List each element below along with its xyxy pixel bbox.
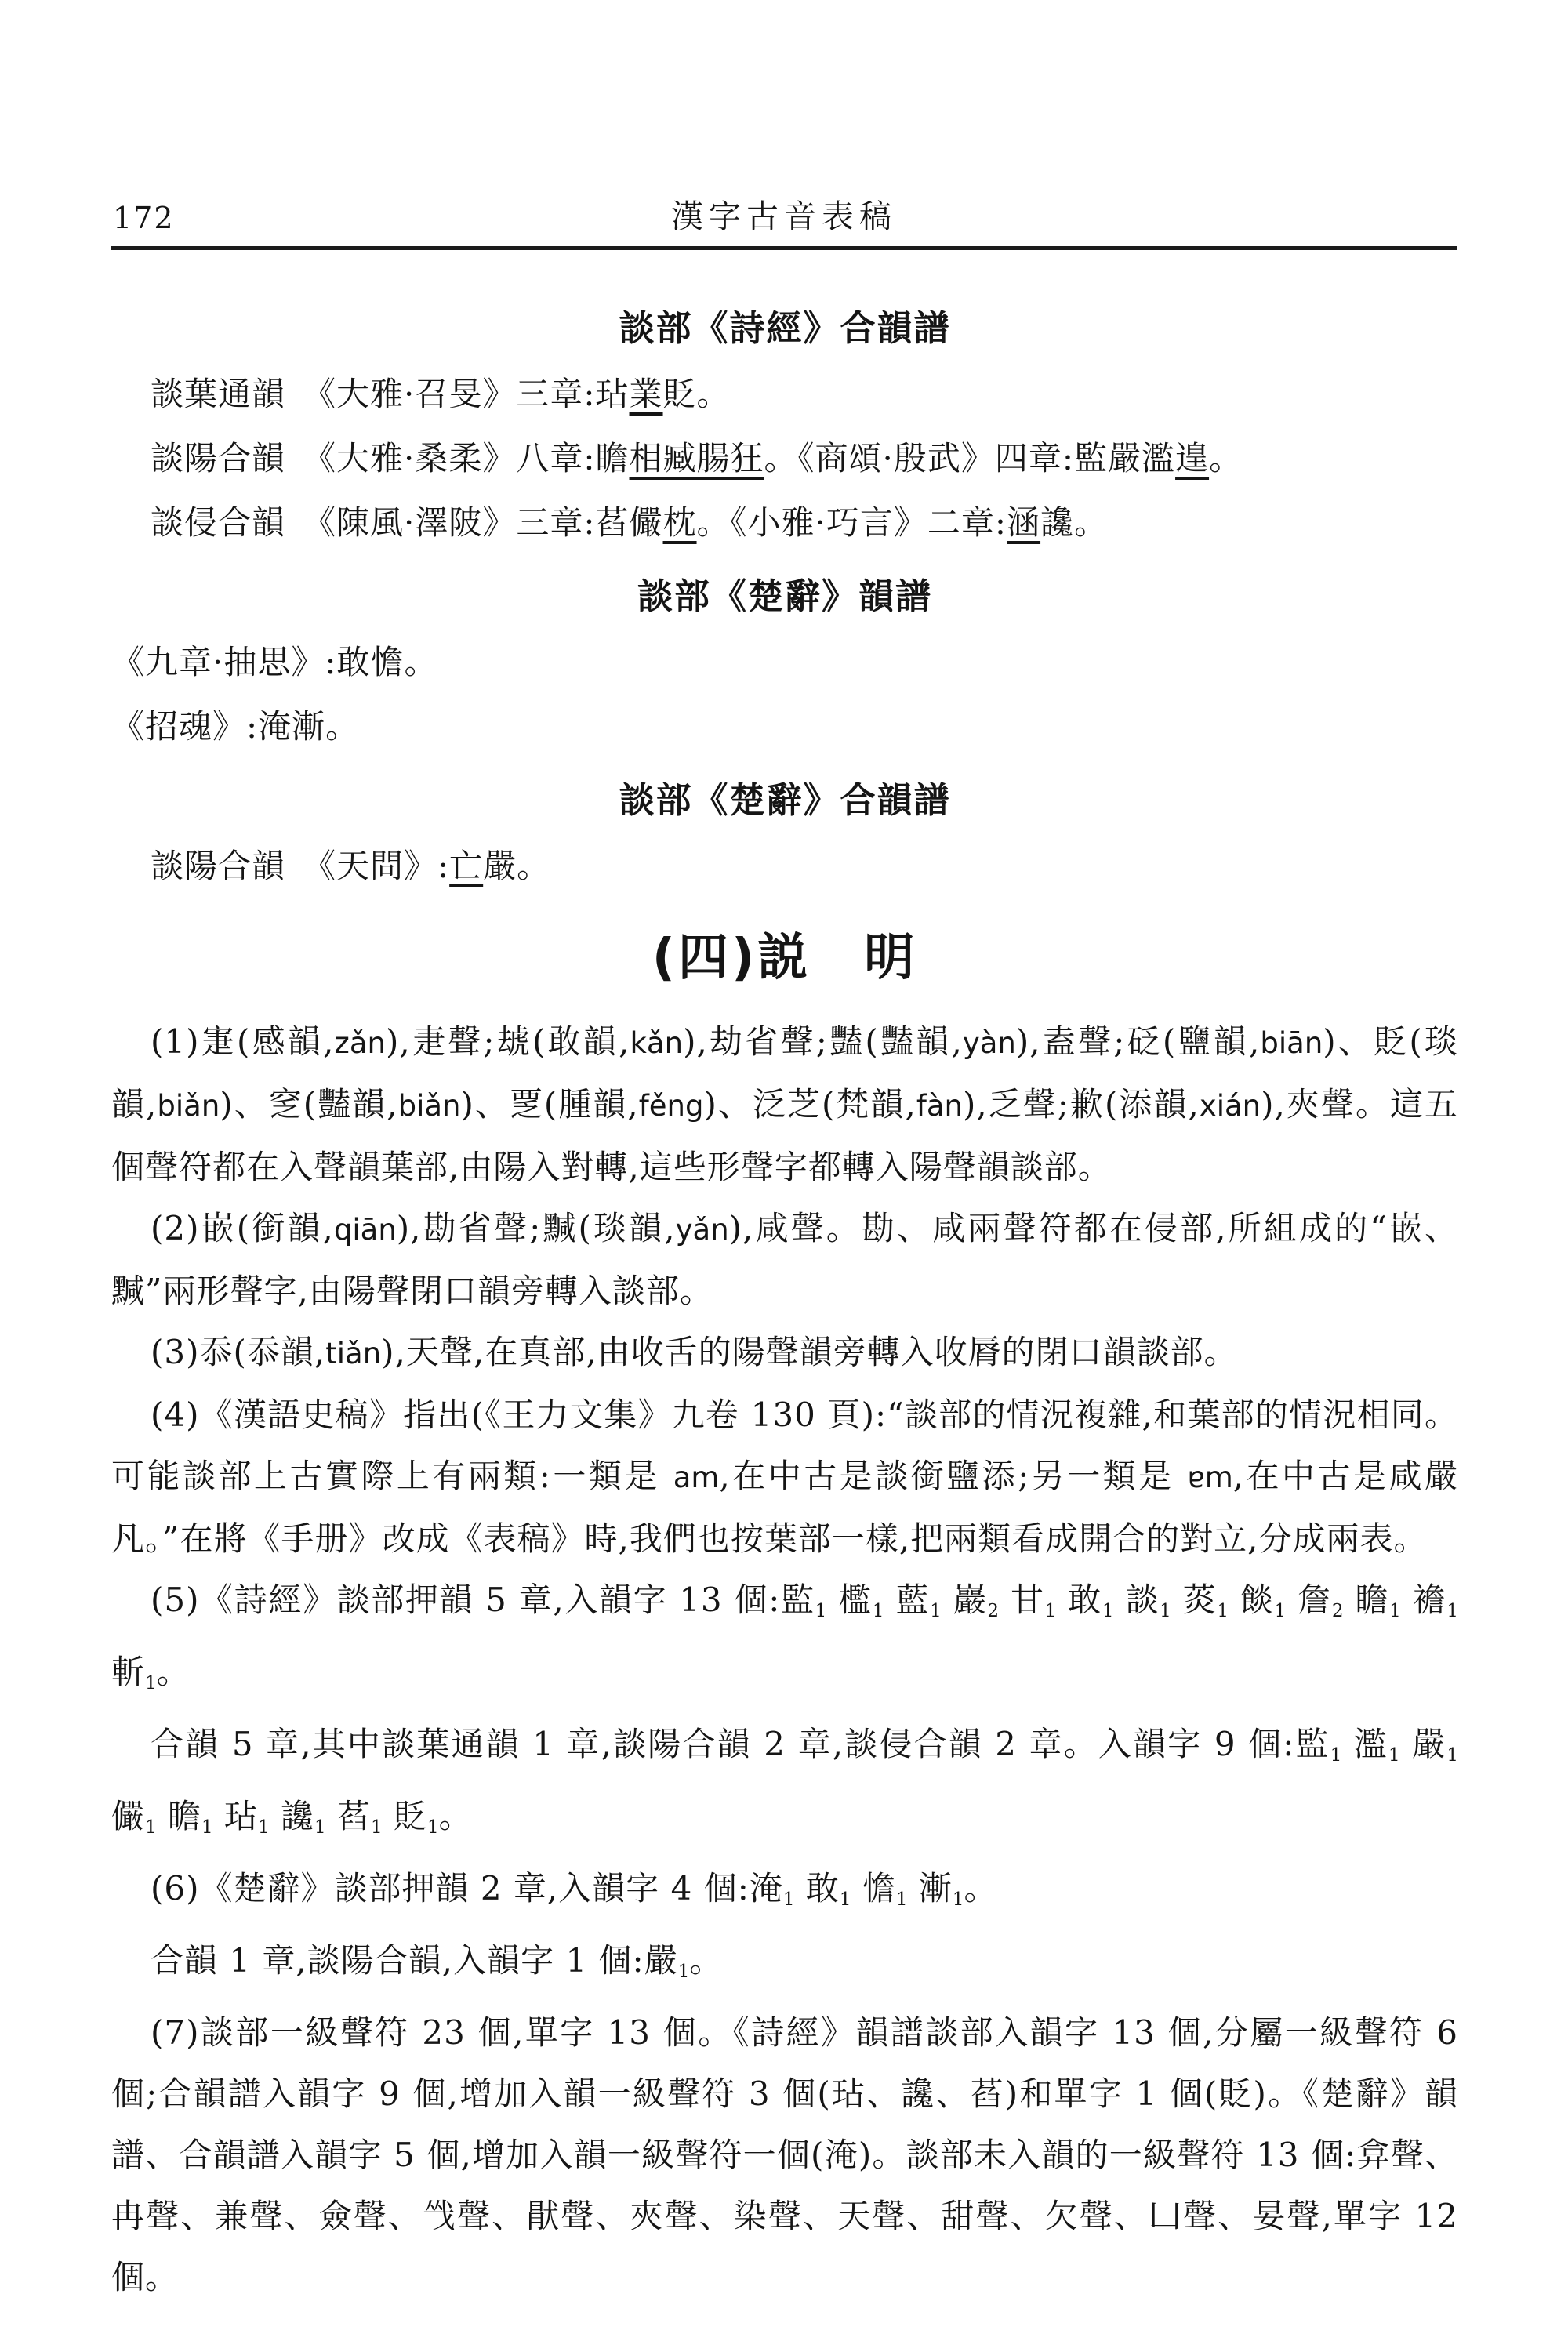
text-run: (7)談部一級聲符 23 個,單字 13 個。《詩經》韻譜談部入韻字 13 個,分屬一級聲符 6 個;合韻譜入韻字 9 個,增加入韻一級聲符 3 個(玷、讒、萏)和單字 1 個(貶)。《楚辭》韻譜、合韻譜入韻字 5 個,增加入韻一級聲符一個(淹)。談部未入韻的一級聲符 13 個:弇聲、冉聲、兼聲、僉聲、㦰聲、猒聲、夾聲、染聲、天聲、甜聲、欠聲、凵聲、妟聲,單字 12 個。 (111, 2013, 1458, 2296)
occurrence-subscript: 1 (815, 1601, 827, 1621)
text-run: (2)嵌(銜韻, (151, 1209, 334, 1247)
pinyin-text: biǎn (397, 1089, 461, 1123)
occurrence-subscript: 1 (1330, 1745, 1342, 1766)
text-run: 藍 (884, 1581, 931, 1619)
explanation-heading (111, 924, 1458, 993)
text-run: 。《商頌·殷武》四章:監嚴濫 (764, 439, 1176, 477)
text-run: ),夾聲。這五個聲符都在入聲韻葉部,由陽入對轉,這些形聲字都轉入陽聲韻談部。 (111, 1085, 1459, 1186)
text-run: 貶 (382, 1797, 428, 1835)
occurrence-subscript: 1 (371, 1817, 383, 1838)
rhyme-entry (111, 426, 1458, 491)
text-run: 儼 (111, 1797, 146, 1835)
text-run: 貶。 (662, 375, 731, 413)
text-run: (4)《漢語史稿》指出(《王力文集》九卷 130 頁):“談部的情況複雜,和葉部的情況相同。可能談部上古實際上有兩類:一類是 (111, 1396, 1458, 1495)
text-run: ),疌聲;䖔(敢韻, (385, 1022, 630, 1061)
occurrence-subscript: 1 (1389, 1601, 1401, 1621)
text-run: 。《小雅·巧言》二章: (696, 503, 1007, 542)
text-run: 談葉通韻 《大雅·召旻》三章:玷 (151, 375, 630, 413)
text-run: 讒。 (1040, 503, 1109, 542)
pinyin-text: am (673, 1461, 720, 1494)
pinyin-text: ɐm (1187, 1461, 1233, 1494)
occurrence-subscript: 1 (782, 1889, 795, 1910)
text-run: 《招魂》:淹漸。 (111, 707, 360, 746)
occurrence-subscript: 1 (930, 1601, 942, 1621)
text-run: 。 (689, 1941, 724, 1980)
text-run: ),勘省聲;黬(琰韻, (396, 1209, 676, 1247)
section-heading (111, 776, 1458, 825)
rhyme-line (111, 695, 1458, 759)
text-run: 檻 (826, 1581, 873, 1619)
text-run: 嚴。 (483, 847, 551, 885)
paragraph (111, 1930, 1458, 2002)
text-run: ),盍聲;砭(鹽韻, (1015, 1022, 1261, 1061)
text-run: 談陽合韻 《大雅·桑柔》八章:瞻 (151, 439, 630, 477)
text-run: 萏 (325, 1797, 372, 1835)
paragraph (111, 1570, 1458, 1714)
pinyin-text: biǎn (157, 1089, 220, 1123)
text-run: 甘 (999, 1581, 1045, 1619)
text-run: 巖 (941, 1581, 988, 1619)
text-run: 。 (964, 1869, 998, 1907)
occurrence-subscript: 1 (1102, 1601, 1114, 1621)
occurrence-subscript: 1 (872, 1601, 884, 1621)
text-run: )、覂(腫韻, (460, 1085, 639, 1123)
text-run: 合韻 1 章,談陽合韻,入韻字 1 個:嚴 (151, 1941, 678, 1980)
text-run: ),劫省聲;豔(豔韻, (683, 1022, 963, 1061)
occurrence-subscript: 1 (1274, 1601, 1287, 1621)
rhyme-line (111, 630, 1458, 695)
text-run: 談 (1113, 1581, 1160, 1619)
text-run: 談部《楚辭》韻譜 (637, 575, 932, 617)
text-run: 瞻 (156, 1797, 202, 1835)
text-run: ),咸聲。勘、咸兩聲符都在侵部,所組成的“嵌、黬”兩形聲字,由陽聲閉口韻旁轉入談部。 (111, 1209, 1459, 1310)
text-run: ,在中古是談銜鹽添;另一類是 (719, 1457, 1188, 1495)
text-run: 合韻 5 章,其中談葉通韻 1 章,談陽合韻 2 章,談侵合韻 2 章。入韻字 9 個:監 (151, 1725, 1330, 1763)
pinyin-text: biān (1260, 1026, 1323, 1060)
occurrence-subscript: 2 (1331, 1601, 1344, 1621)
text-run: 菼 (1171, 1581, 1218, 1619)
text-run: 談部《楚辭》合韻譜 (619, 779, 951, 821)
paragraph (111, 1322, 1458, 1385)
text-run: 漸 (907, 1869, 953, 1907)
occurrence-subscript: 1 (1160, 1601, 1171, 1621)
pinyin-text: fěng (638, 1089, 704, 1123)
text-run: 襜 (1400, 1581, 1447, 1619)
pinyin-text: yǎn (675, 1213, 729, 1247)
text-run: 。 (156, 1653, 191, 1691)
occurrence-subscript: 1 (258, 1817, 270, 1838)
occurrence-subscript: 1 (145, 1817, 157, 1838)
text-run: ),天聲,在真部,由收舌的陽聲韻旁轉入收脣的閉口韻談部。 (381, 1333, 1238, 1371)
text-run: 濫 (1341, 1725, 1389, 1763)
pinyin-text: fàn (916, 1089, 963, 1123)
occurrence-subscript: 1 (677, 1962, 690, 1982)
occurrence-subscript: 1 (314, 1817, 326, 1838)
text-run: 憺 (851, 1869, 896, 1907)
text-run: 餤 (1229, 1581, 1275, 1619)
text-run: 詹 (1286, 1581, 1332, 1619)
text-run: )、貶(琰韻, (111, 1022, 1459, 1123)
text-run: 瞻 (1343, 1581, 1390, 1619)
section-heading (111, 572, 1458, 621)
occurrence-subscript: 1 (1446, 1601, 1459, 1621)
occurrence-subscript: 1 (895, 1889, 908, 1910)
occurrence-subscript: 1 (201, 1817, 213, 1838)
text-run: (四)説 明 (652, 929, 918, 987)
occurrence-subscript: 1 (145, 1673, 157, 1693)
text-run: (6)《楚辭》談部押韻 2 章,入韻字 4 個:淹 (151, 1869, 783, 1907)
underlined-char: 枕 (662, 503, 697, 542)
paragraph (111, 1858, 1458, 1930)
text-run: 讒 (269, 1797, 315, 1835)
occurrence-subscript: 1 (952, 1889, 964, 1910)
occurrence-subscript: 1 (839, 1889, 851, 1910)
text-run: 嚴 (1399, 1725, 1447, 1763)
occurrence-subscript: 1 (427, 1817, 439, 1838)
text-run: (1)寁(感韻, (151, 1022, 335, 1061)
text-run: (5)《詩經》談部押韻 5 章,入韻字 13 個:監 (151, 1581, 815, 1619)
underlined-char: 亡 (449, 847, 484, 885)
text-run: )、窆(豔韻, (220, 1085, 398, 1123)
paragraph (111, 1385, 1458, 1570)
underlined-char: 遑 (1175, 439, 1210, 477)
running-title: 漢字古音表稿 (671, 198, 897, 235)
text-run: 敢 (1056, 1581, 1102, 1619)
pinyin-text: qiān (333, 1213, 397, 1247)
pinyin-text: zǎn (334, 1026, 386, 1060)
pinyin-text: xián (1199, 1089, 1261, 1123)
text-run: 談陽合韻 《天問》: (151, 847, 450, 885)
text-run: ,在中古是咸嚴凡。”在將《手册》改成《表稿》時,我們也按葉部一樣,把兩類看成開合的對立,分成兩表。 (111, 1457, 1458, 1558)
text-run: 。 (1209, 439, 1243, 477)
text-run: ),乏聲;歉(添韻, (962, 1085, 1200, 1123)
paragraph (111, 1714, 1458, 1858)
text-run: 斬 (111, 1653, 146, 1691)
paragraph (111, 2002, 1458, 2308)
paragraph (111, 1198, 1458, 1322)
page-number: 172 (113, 201, 175, 235)
pinyin-text: yàn (962, 1026, 1016, 1060)
text-run: )、泛芝(梵韻, (703, 1085, 916, 1123)
text-run: 敢 (794, 1869, 840, 1907)
rhyme-entry (111, 362, 1458, 426)
occurrence-subscript: 2 (987, 1601, 1000, 1621)
occurrence-subscript: 1 (1446, 1745, 1458, 1766)
text-run: 談部《詩經》合韻譜 (619, 307, 951, 349)
page-body (111, 287, 1458, 2308)
text-run: 談侵合韻 《陳風·澤陂》三章:萏儼 (151, 503, 663, 542)
text-run: 。 (438, 1797, 473, 1835)
page-header (111, 196, 1457, 250)
pinyin-text: tiǎn (325, 1337, 382, 1370)
rhyme-entry (111, 491, 1458, 555)
text-run: 玷 (212, 1797, 259, 1835)
occurrence-subscript: 1 (1044, 1601, 1057, 1621)
paragraph (111, 1011, 1458, 1198)
underlined-char: 相臧腸狂 (629, 439, 764, 477)
rhyme-entry (111, 834, 1458, 898)
text-run: (3)忝(忝韻, (151, 1333, 326, 1371)
pinyin-text: kǎn (630, 1026, 684, 1060)
occurrence-subscript: 1 (1217, 1601, 1229, 1621)
underlined-char: 業 (629, 375, 663, 413)
occurrence-subscript: 1 (1388, 1745, 1400, 1766)
text-run: 《九章·抽思》:敢憺。 (111, 643, 438, 681)
underlined-char: 涵 (1007, 503, 1041, 542)
section-heading (111, 304, 1458, 353)
